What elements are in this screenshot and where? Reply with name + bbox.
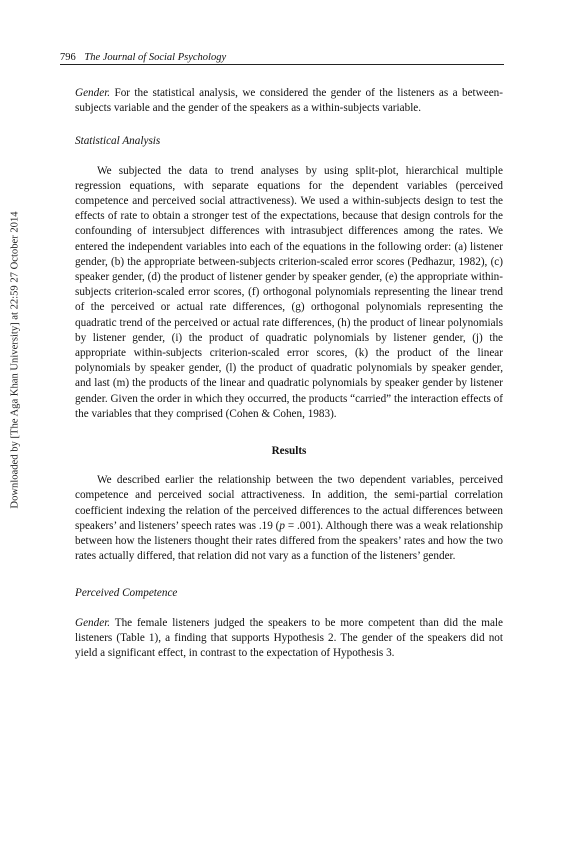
download-watermark bbox=[0, 80, 30, 640]
gender-paragraph bbox=[75, 86, 503, 116]
gender-run-in-heading: Gender. bbox=[75, 87, 111, 99]
statistical-analysis-paragraph: We subjected the data to trend analyses by using split-plot, hierarchical multiple regression equations, with separate equations for the dependent variables (perceived competence and perceived social attractiveness). We used a within-subjects design to test the effects of rate to obtain a stronger test of the expectations, because that design controls for the confounding of intersubject differences with intrasubject differences among the rates. We entered the independent variables into each of the equations in the following order: (a) listener gender, (b) the appropriate between-subjects criterion-scaled error scores (Pedhazur, 1982), (c) speaker gender, (d) the product of listener gender by speaker gender, (e) the appropriate within-subjects criterion-scaled error scores, (f) orthogonal polynomials representing the linear trend of the perceived or actual rate differences, (g) orthogonal polynomials representing the quadratic trend of the perceived or actual rate differences, (h) the product of linear polynomials by listener gender, (i) the product of quadratic polynomials by listener gender, (j) the appropriate within-subjects criterion-scaled error scores, (k) the product of the linear polynomials by speaker gender, (l) the product of quadratic polynomials by speaker gender, and last (m) the products of the linear and quadratic polynomials by speaker gender by listener gender. Given the order in which they occurred, the products “carried” the interaction effects of the variables that they comprised (Cohen & Cohen, 1983). bbox=[75, 164, 503, 420]
perceived-competence-run-in-heading: Gender. bbox=[75, 616, 111, 629]
perceived-competence-text: The female listeners judged the speakers to be more competent than did the male listeners (Table 1), a finding that supports Hypothesis 2. The gender of the speakers did not yield a significant effect, in contrast to the expectation of Hypothesis 3. bbox=[75, 616, 503, 660]
perceived-competence-paragraph bbox=[75, 616, 503, 662]
p-value-symbol: p bbox=[279, 519, 285, 532]
journal-title: The Journal of Social Psychology bbox=[84, 52, 227, 63]
page-body bbox=[75, 86, 503, 661]
results-paragraph: We described earlier the relationship between the two dependent variables, perceived competence and perceived social attractiveness. In addition, the semi-partial correlation coefficient indexing the relation of the perceived differences to the actual differences between speakers’ and listeners’ speech rates was .19 (p = .001). Although there was a weak relationship between how the listeners thought their rates differed from the speakers’ rates and how the two rates actually differed, that relation did not vary as a function of the listeners’ gender. bbox=[75, 474, 504, 563]
page-number: 796 bbox=[60, 52, 76, 63]
results-heading: Results bbox=[271, 445, 307, 458]
running-head bbox=[60, 52, 504, 65]
statistical-analysis-heading: Statistical Analysis bbox=[75, 135, 161, 148]
gender-paragraph-text: For the statistical analysis, we considered the gender of the listeners as a between-subjects variable and the gender of the speakers as a within-subjects variable. bbox=[75, 87, 503, 115]
perceived-competence-heading: Perceived Competence bbox=[75, 587, 178, 600]
download-note: Downloaded by [The Aga Khan University] at 22:59 27 October 2014 bbox=[9, 211, 21, 509]
